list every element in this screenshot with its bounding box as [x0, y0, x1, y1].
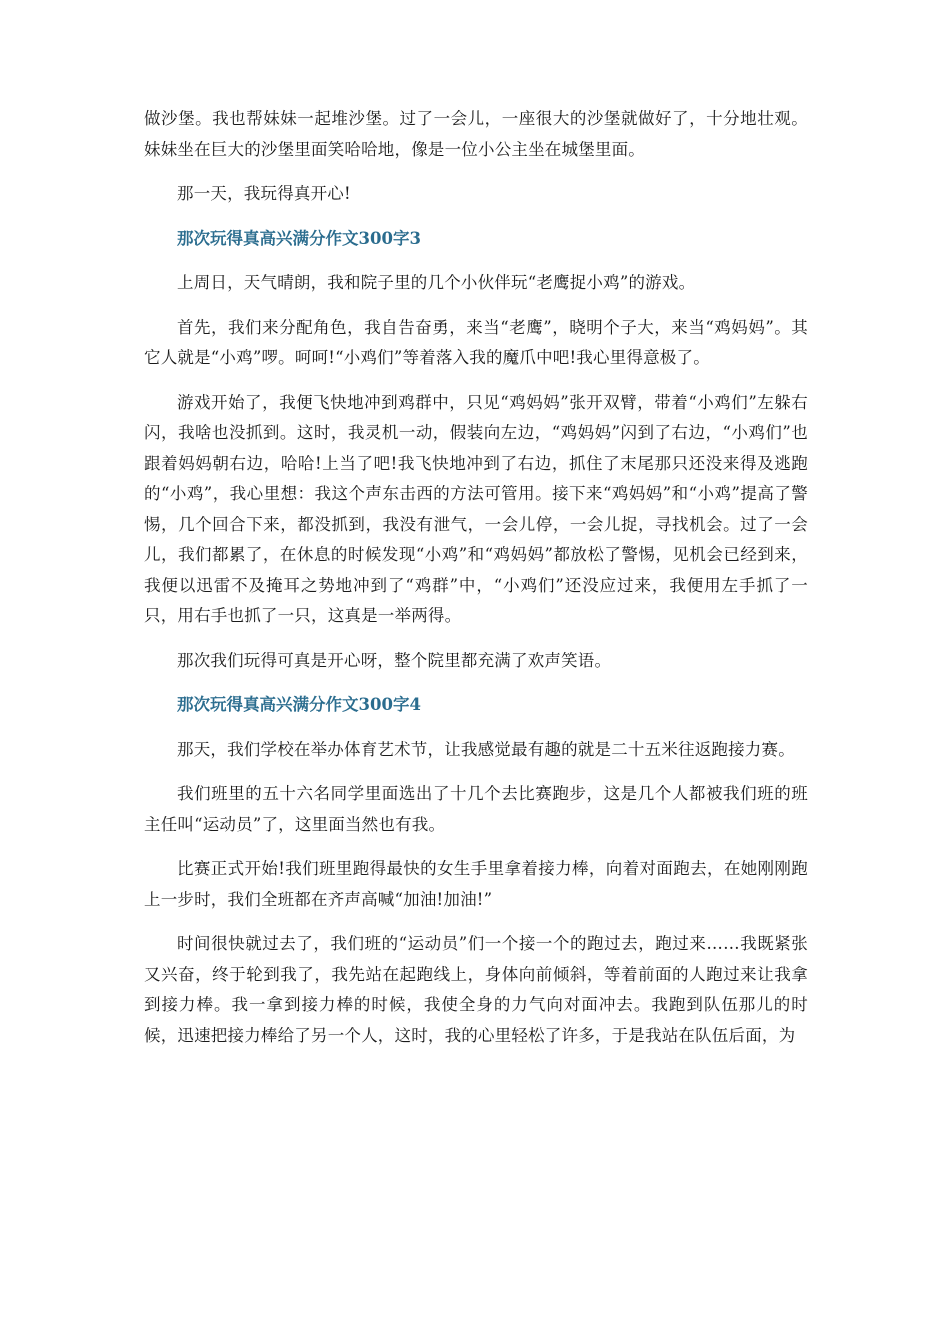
paragraph-happy-day: 那一天，我玩得真开心! — [177, 184, 351, 203]
paragraph-joy: 那次我们玩得可真是开心呀，整个院里都充满了欢声笑语。 — [177, 650, 612, 670]
article-body — [144, 104, 808, 1065]
paragraph-sports-festival: 那天，我们学校在举办体育艺术节，让我感觉最有趣的就是二十五米往返跑接力赛。 — [177, 739, 795, 759]
paragraph-roles: 首先，我们来分配角色，我自告奋勇，来当“老鹰”，晓明个子大，来当“鸡妈妈”。其它人就是“小鸡”啰。呵呵!“小鸡们”等着落入我的魔爪中吧!我心里得意极了。 — [144, 317, 808, 367]
section-heading-4: 那次玩得真高兴满分作文300字4 — [177, 695, 421, 714]
paragraph-relay: 时间很快就过去了，我们班的“运动员”们一个接一个的跑过去，跑过来……我既紧张又兴奋，终于轮到我了，我先站在起跑线上，身体向前倾斜，等着前面的人跑过来让我拿到接力棒。我一拿到接力棒的时候，我使全身的力气向对面冲去。我跑到队伍那儿的时候，迅速把接力棒给了另一个人，这时，我的心里轻松了许多，于是我站在队伍后面，为 — [144, 934, 808, 1045]
paragraph-sunday: 上周日，天气晴朗，我和院子里的几个小伙伴玩“老鹰捉小鸡”的游戏。 — [177, 273, 696, 292]
paragraph-game: 游戏开始了，我便飞快地冲到鸡群中，只见“鸡妈妈”张开双臂，带着“小鸡们”左躲右闪，我啥也没抓到。这时，我灵机一动，假装向左边，“鸡妈妈”闪到了右边，“小鸡们”也跟着妈妈朝右边，哈哈!上当了吧!我飞快地冲到了右边，抓住了末尾那只还没来得及逃跑的“小鸡”，我心里想：我这个声东击西的方法可管用。接下来“鸡妈妈”和“小鸡”提高了警惕，几个回合下来，都没抓到，我没有泄气，一会儿停，一会儿捉，寻找机会。过了一会儿，我们都累了，在休息的时候发现“小鸡”和“鸡妈妈”都放松了警惕，见机会已经到来，我便以迅雷不及掩耳之势地冲到了“鸡群”中，“小鸡们”还没应过来，我便用左手抓了一只，用右手也抓了一只，这真是一举两得。 — [144, 392, 808, 625]
paragraph-sandcastle: 做沙堡。我也帮妹妹一起堆沙堡。过了一会儿，一座很大的沙堡就做好了，十分地壮观。妹妹坐在巨大的沙堡里面笑哈哈地，像是一位小公主坐在城堡里面。 — [144, 109, 808, 159]
paragraph-race-start: 比赛正式开始!我们班里跑得最快的女生手里拿着接力棒，向着对面跑去，在她刚刚跑上一步时，我们全班都在齐声高喊“加油!加油!” — [144, 859, 808, 909]
section-heading-3: 那次玩得真高兴满分作文300字3 — [177, 228, 421, 248]
paragraph-athletes: 我们班里的五十六名同学里面选出了十几个去比赛跑步，这是几个人都被我们班的班主任叫“运动员”了，这里面当然也有我。 — [144, 784, 808, 834]
